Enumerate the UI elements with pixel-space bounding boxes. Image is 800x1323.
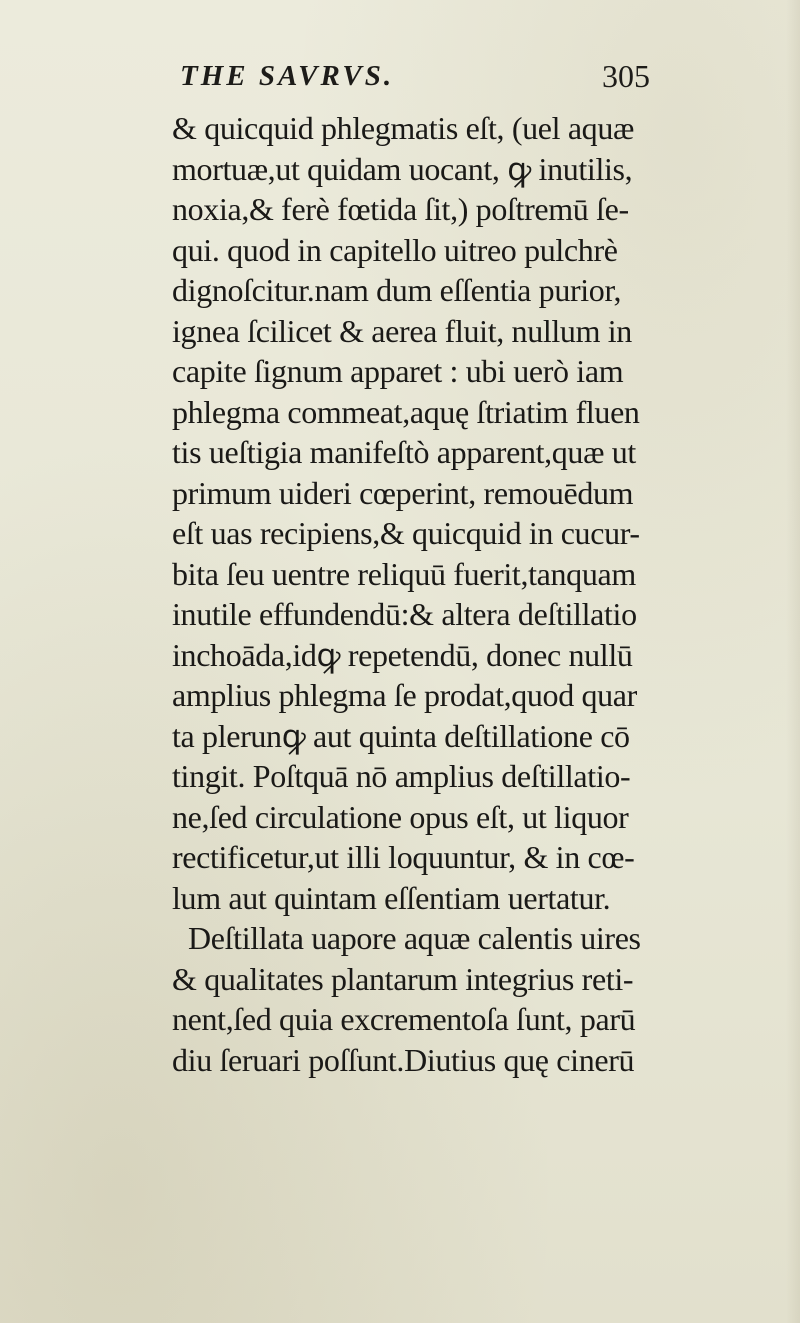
text-line: tingit. Poſtquā nō amplius deſtillatio-: [172, 758, 631, 794]
text-line: ne,ſed circulatione opus eſt, ut liquor: [172, 798, 629, 835]
text-line: rectificetur,ut illi loquuntur, & in cœ-: [172, 839, 635, 875]
text-line: noxia,& ferè fœtida ſit,) poſtremū ſe-: [172, 191, 629, 227]
text-line: & quicquid phlegmatis eſt, (uel aquæ: [172, 110, 634, 146]
text-line: tis ueſtigia manifeſtò apparent,quæ ut: [172, 434, 636, 470]
text-line: qui. quod in capitello uitreo pulchrè: [172, 231, 618, 268]
text-line: diu ſeruari poſſunt.Diutius quę cinerū: [172, 1041, 635, 1078]
running-title: THE SAVRVS.: [180, 60, 395, 92]
text-line: capite ſignum apparet : ubi uerò iam: [172, 353, 624, 389]
text-line: lum aut quintam eſſentiam uertatur.: [172, 879, 611, 916]
text-line: primum uideri cœperint, remouēdum: [172, 474, 634, 511]
text-line: nent,ſed quia excrementoſa ſunt, parū: [172, 1001, 636, 1037]
text-line: inchoāda,idꝙ repetendū, donec nullū: [172, 636, 633, 673]
paragraph-start-line: Deſtillata uapore aquæ calentis uires: [188, 920, 641, 956]
running-head: [180, 60, 650, 100]
page-edge-shadow: [786, 0, 800, 1323]
text-line: ignea ſcilicet & aerea fluit, nullum in: [172, 312, 632, 349]
text-line: amplius phlegma ſe prodat,quod quar: [172, 677, 637, 713]
text-line: eſt uas recipiens,& quicquid in cucur-: [172, 515, 640, 551]
text-line: phlegma commeat,aquę ſtriatim fluen: [172, 393, 640, 430]
page-number: 305: [602, 58, 650, 94]
text-line: inutile effundendū:& altera deſtillatio: [172, 596, 637, 632]
text-line: & qualitates plantarum integrius reti-: [172, 960, 634, 997]
text-line: ta plerunꝙ aut quinta deſtillatione cō: [172, 717, 630, 754]
text-line: dignoſcitur.nam dum eſſentia purior,: [172, 272, 622, 308]
text-line: mortuæ,ut quidam uocant, ꝙ inutilis,: [172, 150, 633, 187]
body-text: [172, 108, 662, 1080]
text-line: bita ſeu uentre reliquū fuerit,tanquam: [172, 555, 636, 592]
